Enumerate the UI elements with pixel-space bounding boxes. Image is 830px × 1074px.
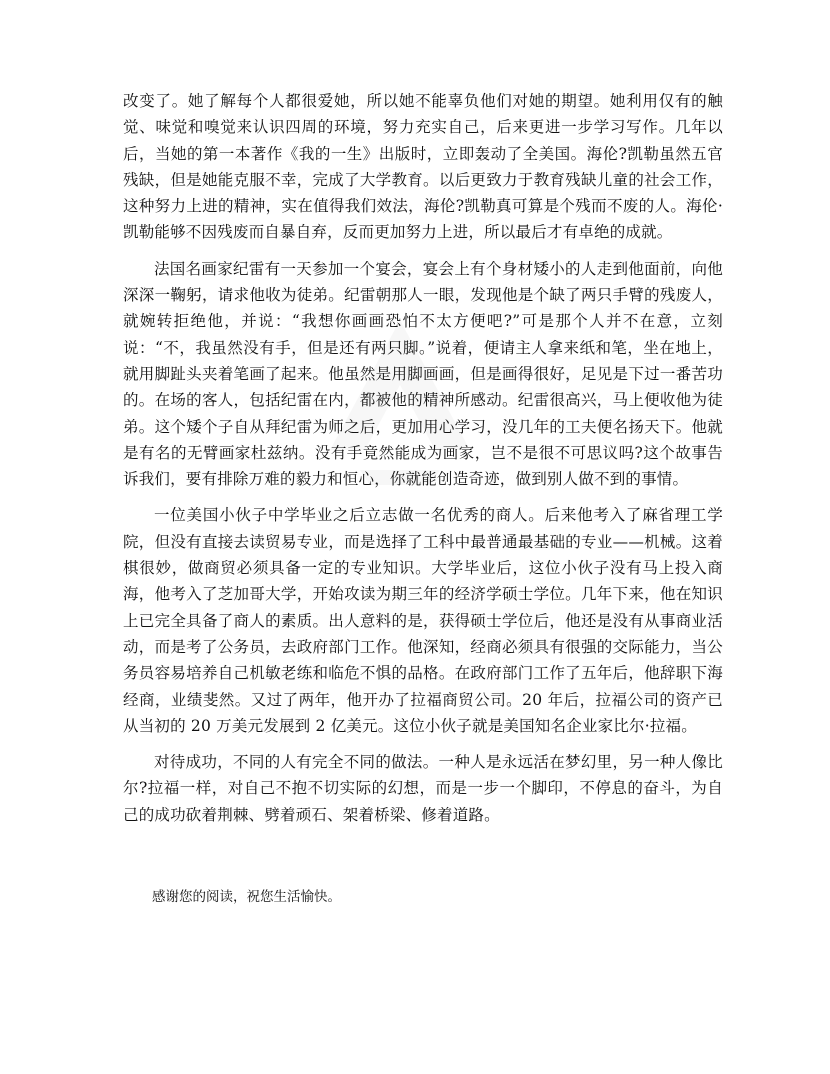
paragraph-armless-painter: 法国名画家纪雷有一天参加一个宴会，宴会上有个身材矮小的人走到他面前，向他深深一鞠躬，请求他收为徒弟。纪雷朝那人一眼，发现他是个缺了两只手臂的残废人，就婉转拒绝他，并说：“我想你画画恐怕不太方便吧?”可是那个人并不在意，立刻说：“不，我虽然没有手，但是还有两只脚。”说着，便请主人拿来纸和笔，坐在地上，就用脚趾头夹着笔画了起来。他虽然是用脚画画，但是画得很好，足见是下过一番苦功的。在场的客人，包括纪雷在内，都被他的精神所感动。纪雷很高兴，马上便收他为徒弟。这个矮个子自从拜纪雷为师之后，更加用心学习，没几年的工夫便名扬天下。他就是有名的无臂画家杜兹纳。没有手竟然能成为画家，岂不是很不可思议吗?这个故事告诉我们，要有排除万难的毅力和恒心，你就能创造奇迹，做到别人做不到的事情。 xyxy=(123,259,723,489)
paragraph-helen-keller: 改变了。她了解每个人都很爱她，所以她不能辜负他们对她的期望。她利用仅有的触觉、味觉和嗅觉来认识四周的环境，努力充实自己，后来更进一步学习写作。几年以后，当她的第一本著作《我的一生》出版时，立即轰动了全美国。海伦?凯勒虽然五官残缺，但是她能克服不幸，完成了大学教育。以后更致力于教育残缺儿童的社会工作，这种努力上进的精神，实在值得我们效法，海伦?凯勒真可算是个残而不废的人。海伦·凯勒能够不因残废而自暴自弃，反而更加努力上进，所以最后才有卓绝的成就。 xyxy=(123,92,723,242)
closing-note: 感谢您的阅读，祝您生活愉快。 xyxy=(152,889,341,905)
paragraph-bill-laforge: 一位美国小伙子中学毕业之后立志做一名优秀的商人。后来他考入了麻省理工学院，但没有直接去读贸易专业，而是选择了工科中最普通最基础的专业——机械。这着棋很妙，做商贸必须具备一定的专业知识。大学毕业后，这位小伙子没有马上投入商海，他考入了芝加哥大学，开始攻读为期三年的经济学硕士学位。几年下来，他在知识上已完全具备了商人的素质。出人意料的是，获得硕士学位后，他还是没有从事商业活动，而是考了公务员，去政府部门工作。他深知，经商必须具有很强的交际能力，当公务员容易培养自己机敏老练和临危不惧的品格。在政府部门工作了五年后，他辞职下海经商，业绩斐然。又过了两年，他开办了拉福商贸公司。20 年后，拉福公司的资产已从当初的 20 万美元发展到 2 亿美元。这位小伙子就是美国知名企业家比尔·拉福。 xyxy=(123,506,723,735)
document-body xyxy=(123,88,723,838)
paragraph-conclusion: 对待成功，不同的人有完全不同的做法。一种人是永远活在梦幻里，另一种人像比尔?拉福一样，对自己不抱不切实际的幻想，而是一步一个脚印，不停息的奋斗，为自己的成功砍着荆棘、劈着顽石、架着桥梁、修着道路。 xyxy=(123,753,723,824)
